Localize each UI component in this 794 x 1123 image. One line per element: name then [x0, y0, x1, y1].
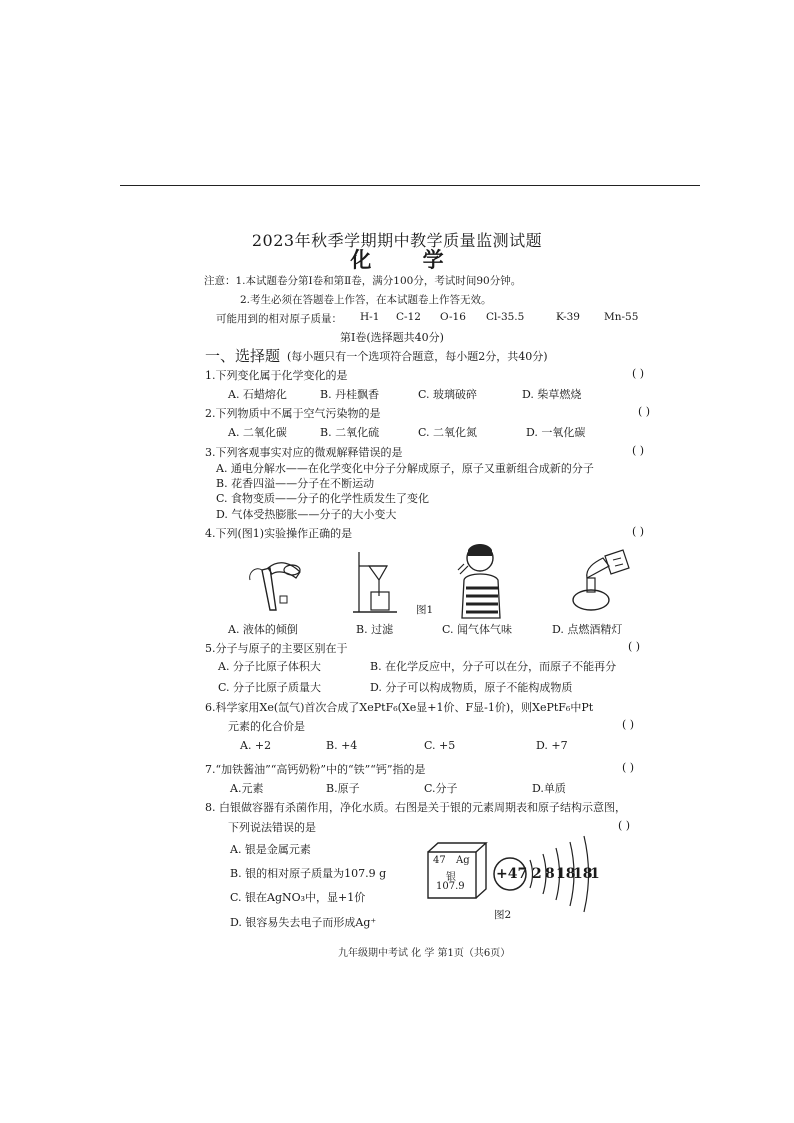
- answer-paren: ( ): [628, 640, 641, 653]
- atomic-mass: H-1: [360, 311, 380, 323]
- page-footer: 九年级期中考试 化 学 第1页（共6页）: [338, 948, 511, 959]
- answer-paren: ( ): [638, 405, 651, 418]
- q8-option-a: A. 银是金属元素: [230, 843, 311, 856]
- question-6-stem-2: 元素的化合价是: [228, 720, 305, 733]
- q7-option-d: D.单质: [532, 782, 566, 795]
- q1-option-c: C. 玻璃破碎: [418, 388, 478, 401]
- q4-option-c: C. 闻气体气味: [442, 623, 513, 636]
- question-7-stem: 7.“加铁酱油”“高钙奶粉”中的“铁”“钙”指的是: [205, 763, 426, 776]
- element-card-box: [424, 840, 492, 902]
- q8-option-d: D. 银容易失去电子而形成Ag⁺: [230, 916, 377, 929]
- element-atomic-mass: 107.9: [436, 881, 465, 892]
- q1-option-d: D. 柴草燃烧: [522, 388, 582, 401]
- q6-option-a: A. +2: [240, 739, 272, 752]
- answer-paren: ( ): [632, 367, 645, 380]
- q6-option-b: B. +4: [326, 739, 358, 752]
- q8-option-b: B. 银的相对原子质量为107.9 g: [230, 867, 387, 880]
- q5-option-b: B. 在化学反应中，分子可以在分，而原子不能再分: [370, 660, 617, 673]
- notice-line-2: 2.考生必须在答题卷上作答，在本试题卷上作答无效。: [240, 294, 492, 306]
- q8-option-c: C. 银在AgNO₃中，显+1价: [230, 891, 366, 904]
- element-symbol: Ag: [456, 855, 470, 866]
- section-heading: 一、选择题: [205, 347, 281, 365]
- q3-option-a: A. 通电分解水——在化学变化中分子分解成原子，原子又重新组合成新的分子: [216, 462, 594, 475]
- notice-line-1: 注意：1.本试题卷分第Ⅰ卷和第Ⅱ卷，满分100分，考试时间90分钟。: [204, 275, 522, 287]
- element-name: 银: [446, 872, 456, 883]
- electron-shell: 1: [590, 866, 600, 882]
- q2-option-b: B. 二氧化硫: [320, 426, 380, 439]
- q6-option-d: D. +7: [536, 739, 568, 752]
- q4-option-a: A. 液体的倾倒: [228, 623, 298, 636]
- question-6-stem: 6.科学家用Xe(氙气)首次合成了XePtF₆(Xe显+1价、F显-1价)，则XePtF₆中Pt: [205, 701, 594, 714]
- question-1-stem: 1.下列变化属于化学变化的是: [205, 369, 348, 382]
- atomic-mass: Cl-35.5: [486, 311, 525, 323]
- figure-2-label: 图2: [494, 909, 512, 921]
- q5-option-c: C. 分子比原子质量大: [218, 681, 322, 694]
- atomic-mass: O-16: [440, 311, 466, 323]
- q5-option-a: A. 分子比原子体积大: [218, 660, 321, 673]
- electron-shell: 18: [556, 866, 576, 882]
- q1-option-a: A. 石蜡熔化: [228, 388, 287, 401]
- filtration-illustration: [345, 548, 405, 616]
- nucleus-charge: +47: [496, 866, 528, 882]
- part1-title: 第Ⅰ卷(选择题共40分): [340, 331, 444, 344]
- figure-1-label: 图1: [416, 604, 434, 616]
- atomic-mass: Mn-55: [604, 311, 639, 323]
- question-2-stem: 2.下列物质中不属于空气污染物的是: [205, 407, 381, 420]
- alcohol-lamp-illustration: [565, 548, 635, 618]
- q7-option-b: B.原子: [326, 782, 360, 795]
- question-8-stem-2: 下列说法错误的是: [228, 821, 316, 834]
- answer-paren: ( ): [622, 718, 635, 731]
- electron-shell: 2: [532, 866, 542, 882]
- q3-option-b: B. 花香四溢——分子在不断运动: [216, 477, 375, 490]
- q2-option-c: C. 二氧化氮: [418, 426, 478, 439]
- q4-option-d: D. 点燃酒精灯: [552, 623, 623, 636]
- atomic-masses-label: 可能用到的相对原子质量：: [216, 313, 342, 325]
- electron-shell: 18: [573, 866, 593, 882]
- atomic-mass: K-39: [556, 311, 580, 323]
- answer-paren: ( ): [622, 761, 635, 774]
- q7-option-a: A.元素: [230, 782, 264, 795]
- answer-paren: ( ): [632, 525, 645, 538]
- q5-option-d: D. 分子可以构成物质，原子不能构成物质: [370, 681, 573, 694]
- q3-option-c: C. 食物变质——分子的化学性质发生了变化: [216, 492, 430, 505]
- q2-option-a: A. 二氧化碳: [228, 426, 287, 439]
- electron-shell: 8: [545, 866, 555, 882]
- header-rule: [120, 185, 700, 186]
- question-3-stem: 3.下列客观事实对应的微观解释错误的是: [205, 446, 403, 459]
- exam-title: 2023年秋季学期期中教学质量监测试题: [251, 231, 543, 250]
- q6-option-c: C. +5: [424, 739, 456, 752]
- answer-paren: ( ): [632, 444, 645, 457]
- q1-option-b: B. 丹桂飘香: [320, 388, 380, 401]
- element-atomic-number: 47: [433, 855, 446, 866]
- section-description: (每小题只有一个选项符合题意，每小题2分，共40分): [287, 350, 548, 363]
- atomic-mass: C-12: [396, 311, 421, 323]
- subject-title: 化 学: [350, 247, 466, 272]
- q7-option-c: C.分子: [424, 782, 458, 795]
- question-4-stem: 4.下列(图1)实验操作正确的是: [205, 527, 353, 540]
- liquid-pouring-illustration: [240, 550, 310, 615]
- q4-option-b: B. 过滤: [356, 623, 394, 636]
- q2-option-d: D. 一氧化碳: [526, 426, 586, 439]
- answer-paren: ( ): [618, 819, 631, 832]
- q3-option-d: D. 气体受热膨胀——分子的大小变大: [216, 508, 397, 521]
- question-8-stem: 8. 白银做容器有杀菌作用，净化水质。右图是关于银的元素周期表和原子结构示意图，: [205, 801, 626, 814]
- smelling-gas-illustration: [452, 540, 512, 620]
- question-5-stem: 5.分子与原子的主要区别在于: [205, 642, 348, 655]
